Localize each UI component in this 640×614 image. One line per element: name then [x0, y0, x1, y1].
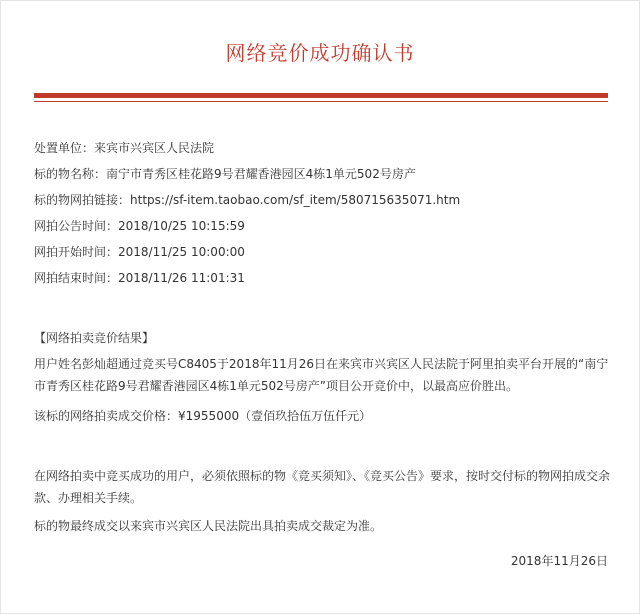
field-value: 南宁市青秀区桂花路9号君耀香港园区4栋1单元502号房产 [106, 167, 416, 181]
result-text: 用户姓名彭灿超通过竞买号C8405于2018年11月26日在来宾市兴宾区人民法院于阿里拍卖平台开展的“南宁市青秀区桂花路9号君耀香港园区4栋1单元502号房产”项目公开竞价中，以最高应价胜出。 [34, 357, 609, 393]
field-value: 来宾市兴宾区人民法院 [94, 141, 215, 155]
price-value: ¥1955000（壹佰玖拾伍万伍仟元） [178, 409, 372, 423]
field-label: 网拍开始时间： [34, 245, 119, 259]
document-date: 2018年11月26日 [510, 554, 608, 568]
field-value: 2018/10/25 10:15:59 [118, 219, 245, 233]
field-label: 网拍结束时间： [34, 271, 119, 285]
field-label: 处置单位： [34, 141, 95, 155]
field-label: 标的物网拍链接： [34, 193, 131, 207]
field-value: 2018/11/26 11:01:31 [118, 271, 245, 285]
title-divider-thick [34, 93, 608, 98]
document-title: 网络竞价成功确认书 [225, 41, 415, 65]
field-value: 2018/11/25 10:00:00 [118, 245, 245, 259]
field-start-time [34, 239, 612, 265]
price-label: 该标的网络拍卖成交价格： [34, 409, 179, 423]
field-end-time [34, 265, 612, 291]
title-divider-thin [34, 101, 608, 102]
field-item-name [34, 161, 612, 187]
notice-ruling: 标的物最终成交以来宾市兴宾区人民法院出具拍卖成交裁定为准。 [34, 519, 383, 533]
field-disposal-unit [34, 135, 612, 161]
field-item-link [34, 187, 612, 213]
price-line [34, 403, 612, 429]
result-heading: 【网络拍卖竞价结果】 [34, 331, 155, 345]
field-announce-time [34, 213, 612, 239]
field-label: 标的物名称： [34, 167, 107, 181]
item-link[interactable]: https://sf-item.taobao.com/sf_item/580715635071.htm [130, 193, 461, 207]
field-label: 网拍公告时间： [34, 219, 119, 233]
document-body [34, 135, 612, 543]
notice-payment: 在网络拍卖中竞买成功的用户，必须依照标的物《竞买须知》、《竞买公告》要求，按时交付标的物网拍成交余款、办理相关手续。 [34, 469, 611, 505]
